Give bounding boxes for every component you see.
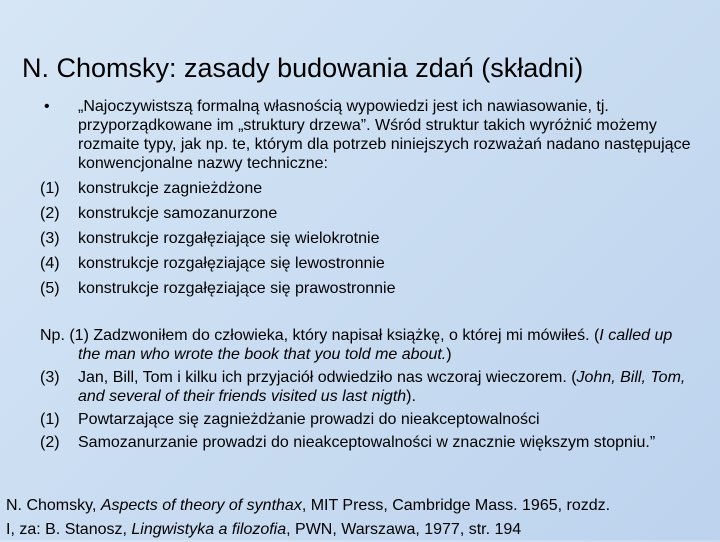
list-item <box>40 229 700 248</box>
list-marker: (5) <box>40 280 60 297</box>
slide-title: N. Chomsky: zasady budowania zdań (składni) <box>22 53 584 83</box>
citation-line-2 <box>6 518 716 542</box>
citation-secondary-publisher: , PWN, Warszawa, 1977, str. 194 <box>286 521 522 538</box>
note-2 <box>40 433 690 452</box>
list-item-text: konstrukcje zagnieżdżone <box>78 180 263 197</box>
note-2-text: Samozanurzanie prowadzi do nieakceptowalności w znacznie większym stopniu.” <box>78 434 656 451</box>
citation-secondary-author: I, za: B. Stanosz, <box>6 521 132 538</box>
list-item <box>40 279 700 298</box>
citation-author: N. Chomsky, <box>6 497 101 514</box>
example-3-label: (3) <box>40 369 60 386</box>
example-3-close: ). <box>406 388 416 405</box>
example-3-translation: John, Bill, Tom, and several of their friends visited us last nigth <box>78 369 686 405</box>
list-item-text: konstrukcje rozgałęziające się prawostronnie <box>78 280 396 297</box>
list-marker: (2) <box>40 205 60 222</box>
list-marker: (1) <box>40 180 60 197</box>
list-item-text: konstrukcje rozgałęziające się lewostronnie <box>78 255 385 272</box>
example-1-close: ) <box>446 346 452 363</box>
list-item <box>40 204 700 223</box>
list-marker: (4) <box>40 255 60 272</box>
citation-publisher: , MIT Press, Cambridge Mass. 1965, rozdz. <box>301 497 611 514</box>
example-3 <box>40 368 690 406</box>
list-item-text: konstrukcje rozgałęziające się wielokrotnie <box>78 230 380 247</box>
examples-block <box>40 326 690 456</box>
list-item-text: konstrukcje samozanurzone <box>78 205 278 222</box>
citation-line-1 <box>6 494 716 518</box>
example-3-text: Jan, Bill, Tom i kilku ich przyjaciół odwiedziło nas wczoraj wieczorem. ( <box>78 369 577 386</box>
intro-item <box>40 97 700 173</box>
citation-book-title: Aspects of theory of synthax <box>100 497 302 514</box>
note-2-label: (2) <box>40 434 60 451</box>
note-1-label: (1) <box>40 411 60 428</box>
source-citation <box>6 494 716 542</box>
list-item <box>40 179 700 198</box>
example-1-translation: I called up the man who wrote the book that you told me about. <box>78 327 673 363</box>
intro-text: „Najoczywistszą formalną własnością wypowiedzi jest ich nawiasowanie, tj. przyporządkowane im „struktury drzewa”. Wśród struktur takich wyróżnić możemy rozmaite typy, jak np. te, którym dla potrzeb niniejszych rozważań nadano następujące konwencjonalne nazwy techniczne: <box>78 98 691 172</box>
note-1 <box>40 410 690 429</box>
definition-list <box>40 97 700 298</box>
bullet-marker: • <box>44 98 50 115</box>
example-1-text: Np. (1) Zadzwoniłem do człowieka, który napisał książkę, o której mi mówiłeś. ( <box>40 327 600 344</box>
example-1 <box>40 326 690 364</box>
list-item <box>40 254 700 273</box>
citation-secondary-title: Lingwistyka a filozofia <box>131 521 287 538</box>
note-1-text: Powtarzające się zagnieżdżanie prowadzi do nieakceptowalności <box>78 411 540 428</box>
list-marker: (3) <box>40 230 60 247</box>
